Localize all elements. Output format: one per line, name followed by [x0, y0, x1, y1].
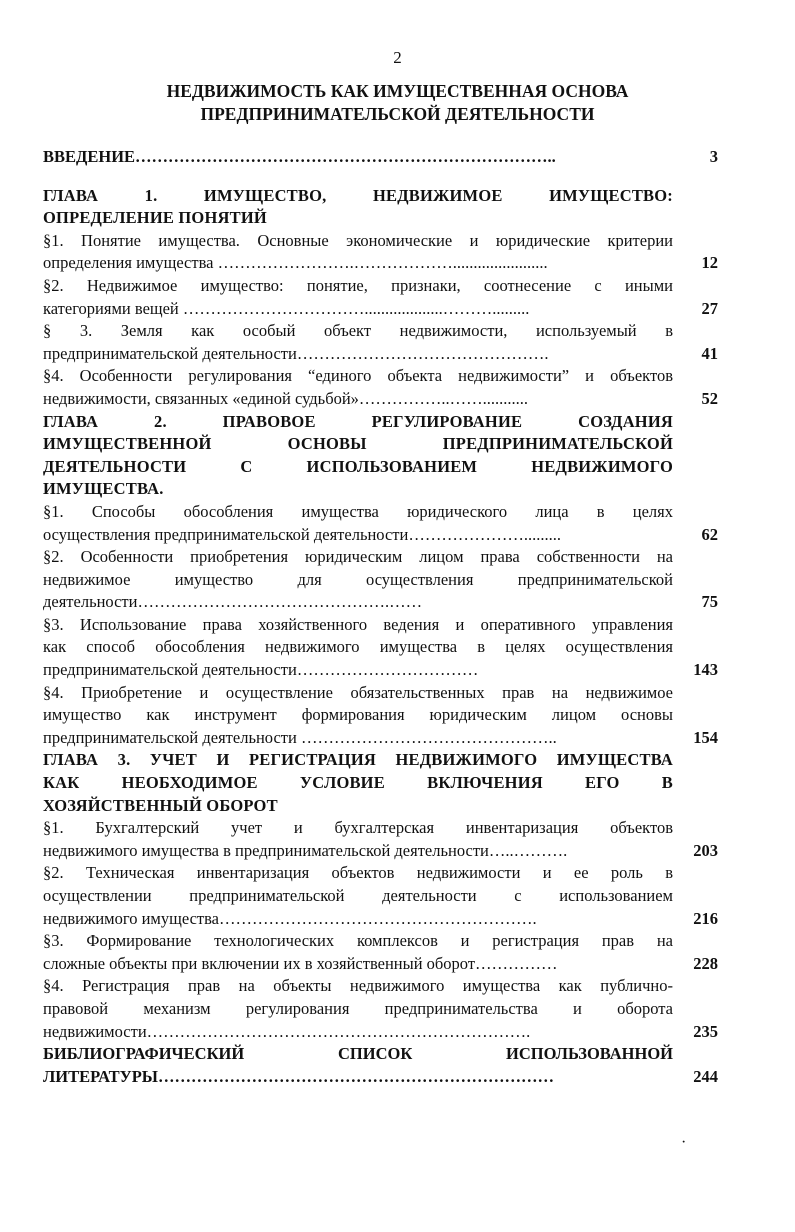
section-line: §3. Использование права хозяйственного ведения и оперативного управления [43, 614, 673, 634]
document-title [0, 80, 795, 126]
section-line: § 3. Земля как особый объект недвижимости, используемый в [43, 321, 673, 341]
chapter-1-section-4 [43, 365, 718, 410]
section-line: имущество как инструмент формирования юридическим лицом основы [43, 705, 673, 725]
chapter-3-heading [43, 749, 673, 817]
title-line-1: НЕДВИЖИМОСТЬ КАК ИМУЩЕСТВЕННАЯ ОСНОВА [166, 81, 629, 101]
chapter-3-section-1 [43, 817, 718, 862]
chapter-3-line-3: ХОЗЯЙСТВЕННЫЙ ОБОРОТ [43, 795, 278, 815]
chapter-2-section-3 [43, 614, 718, 682]
section-page: 203 [693, 840, 718, 860]
section-line: §4. Особенности регулирования “единого объекта недвижимости” и объектов [43, 366, 673, 386]
chapter-1-heading [43, 185, 673, 230]
section-line: недвижимое имущество для осуществления предпринимательской [43, 569, 673, 589]
toc-intro [43, 146, 718, 169]
section-line: недвижимого имущества…………………………………………………. [43, 908, 537, 928]
chapter-2-line-4: ИМУЩЕСТВА. [43, 479, 164, 499]
section-line: §2. Техническая инвентаризация объектов недвижимости и ее роль в [43, 863, 673, 883]
chapter-1-section-2 [43, 275, 718, 320]
chapter-2-section-2 [43, 546, 718, 614]
section-line: §4. Приобретение и осуществление обязательственных прав на недвижимое [43, 682, 673, 702]
section-page: 154 [693, 727, 718, 747]
table-of-contents [43, 146, 718, 1088]
section-page: 228 [693, 953, 718, 973]
chapter-3-section-3 [43, 930, 718, 975]
title-line-2: ПРЕДПРИНИМАТЕЛЬСКОЙ ДЕЯТЕЛЬНОСТИ [200, 104, 595, 124]
section-line: предпринимательской деятельности…………………………… [43, 660, 479, 680]
chapter-3-section-4 [43, 975, 718, 1043]
section-line: определения имущества …………………….………………....................... [43, 253, 548, 273]
bibliography-line-1: БИБЛИОГРАФИЧЕСКИЙ СПИСОК ИСПОЛЬЗОВАННОЙ [43, 1044, 673, 1064]
bibliography-line-2: ЛИТЕРАТУРЫ……………………………………………………………… [43, 1066, 554, 1086]
chapter-1-section-1 [43, 230, 718, 275]
section-line: осуществлении предпринимательской деятельности с использованием [43, 886, 673, 905]
section-line: §1. Бухгалтерский учет и бухгалтерская инвентаризация объектов [43, 818, 673, 838]
section-page: 143 [693, 660, 718, 680]
section-line: §1. Способы обособления имущества юридического лица в целях [43, 501, 673, 521]
stray-dot: · [681, 1134, 687, 1151]
chapter-1-line-1: ГЛАВА 1. ИМУЩЕСТВО, НЕДВИЖИМОЕ ИМУЩЕСТВО: [43, 185, 673, 205]
chapter-3-section-2 [43, 862, 718, 930]
bibliography-page: 244 [693, 1066, 718, 1086]
section-line: сложные объекты при включении их в хозяйственный оборот…………… [43, 953, 558, 973]
section-line: §3. Формирование технологических комплексов и регистрация прав на [43, 931, 673, 951]
section-page: 75 [701, 592, 718, 612]
section-line: деятельности……………………………………….…… [43, 592, 423, 612]
section-line: §2. Особенности приобретения юридическим лицом права собственности на [43, 547, 673, 567]
section-page: 62 [701, 524, 718, 544]
section-page: 41 [701, 343, 718, 363]
chapter-2-section-4 [43, 682, 718, 750]
section-line: осуществления предпринимательской деятельности…………………......... [43, 524, 561, 544]
chapter-2-section-1 [43, 501, 718, 546]
section-line: предпринимательской деятельности………………………………………. [43, 343, 549, 363]
section-page: 235 [693, 1021, 718, 1041]
section-line: недвижимости……………………………………………………………. [43, 1021, 531, 1041]
chapter-2-line-1: ГЛАВА 2. ПРАВОВОЕ РЕГУЛИРОВАНИЕ СОЗДАНИЯ [43, 411, 673, 431]
chapter-3-line-2: КАК НЕОБХОДИМОЕ УСЛОВИЕ ВКЛЮЧЕНИЯ ЕГО В [43, 773, 673, 793]
section-line: §2. Недвижимое имущество: понятие, признаки, соотнесение с иными [43, 275, 673, 295]
chapter-2-heading [43, 411, 673, 501]
section-line: недвижимого имущества в предпринимательской деятельности…..………. [43, 840, 568, 860]
toc-intro-text: ВВЕДЕНИЕ………………………………………………………………….. [43, 147, 556, 166]
section-page: 12 [701, 253, 718, 273]
section-line: §4. Регистрация прав на объекты недвижимого имущества как публично- [43, 976, 673, 996]
toc-intro-page: 3 [709, 147, 718, 166]
section-line: предпринимательской деятельности ……………………………………….. [43, 727, 557, 747]
section-line: как способ обособления недвижимого имущества в целях осуществления [43, 637, 673, 657]
section-line: категориями вещей ……………………………...................………......... [43, 298, 530, 318]
chapter-1-section-3 [43, 320, 718, 365]
chapter-2-line-2: ИМУЩЕСТВЕННОЙ ОСНОВЫ ПРЕДПРИНИМАТЕЛЬСКОЙ [43, 434, 673, 454]
section-page: 52 [701, 388, 718, 408]
section-page: 27 [701, 298, 718, 318]
section-line: §1. Понятие имущества. Основные экономические и юридические критерии [43, 230, 673, 250]
chapter-3-line-1: ГЛАВА 3. УЧЕТ И РЕГИСТРАЦИЯ НЕДВИЖИМОГО ИМУЩЕСТВА [43, 750, 673, 770]
section-line: правовой механизм регулирования предпринимательства и оборота [43, 998, 673, 1018]
section-page: 216 [693, 908, 718, 928]
chapter-2-line-3: ДЕЯТЕЛЬНОСТИ С ИСПОЛЬЗОВАНИЕМ НЕДВИЖИМОГО [43, 456, 673, 476]
page-number: 2 [393, 48, 402, 67]
bibliography-entry [43, 1043, 718, 1088]
section-line: недвижимости, связанных «единой судьбой»……………..……........... [43, 388, 529, 408]
chapter-1-line-2: ОПРЕДЕЛЕНИЕ ПОНЯТИЙ [43, 208, 267, 228]
